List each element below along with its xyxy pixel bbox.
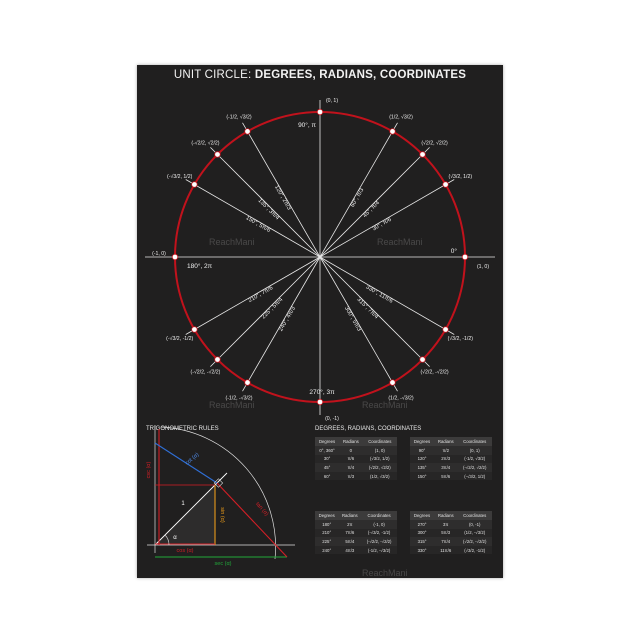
circle-point [317,109,323,115]
watermark: ReachMani [362,400,408,410]
angle-label: 300°, 5π/3 [342,305,362,333]
table-row [410,472,492,481]
table-header-row [410,511,492,520]
table-cell: (√2/2, √2/2) [363,463,397,472]
table-cell: 5π/3 [434,529,457,538]
table-cell: (1/2, -√3/2) [457,529,492,538]
unit-circle-diagram [137,65,503,422]
table-cell: 7π/4 [434,537,457,546]
table-row [315,446,397,455]
angle-label: 60°, π/3 [349,187,366,209]
table-header: Degrees [410,437,434,446]
coordinate-label: (0, 1) [325,98,339,104]
coordinate-label: (√2/2, -√2/2) [420,369,449,376]
table-cell: 7π/6 [338,529,361,538]
table-cell: (0, 1) [457,446,492,455]
table-row [410,520,492,529]
table-cell: (√3/2, 1/2) [363,455,397,464]
table-header: Coordinates [457,511,492,520]
title-regular: UNIT CIRCLE: [173,69,255,81]
table-cell: 2π [338,520,361,529]
angle-label: 210°, 7π/6 [247,285,275,305]
angle-label: 180°, 2π [187,263,213,270]
angle-label: 30°, π/6 [371,216,393,233]
table-header-row [315,511,397,520]
table-cell: 135° [410,463,434,472]
watermark: ReachMani [209,237,255,247]
table-cell: π/4 [339,463,362,472]
angle-label: 45°, π/4 [362,200,382,220]
circle-point [245,129,251,135]
table-cell: 150° [410,472,434,481]
table-cell: (0, -1) [457,520,492,529]
coordinate-label: (-1/2, √3/2) [226,114,252,121]
table-row [315,463,397,472]
table-cell: 210° [315,529,338,538]
table-cell: (-√2/2, -√2/2) [361,537,397,546]
table-header-row [410,437,492,446]
table-cell: 5π/4 [338,537,361,546]
table-header: Radians [339,437,362,446]
table-cell: 240° [315,546,338,555]
watermark: ReachMani [377,237,423,247]
angle-label: 120°, 2π/3 [272,184,292,212]
angle-label: 135°, 3π/4 [256,197,281,222]
circle-point [317,399,323,405]
table-cell: (√3/2, -1/2) [457,546,492,555]
table-row [410,546,492,555]
poster [137,65,503,578]
table-cell: 180° [315,520,338,529]
angle-label: 90°, π [298,122,316,129]
angle-label: 150°, 5π/6 [244,215,272,235]
degrees-table [315,511,397,554]
coordinate-label: (-√3/2, 1/2) [167,174,193,180]
table-cell: 90° [410,446,434,455]
tan-label: tan (α) [254,501,270,518]
table-header-row [315,437,397,446]
trig-rules-title: TRIGONOMETRIC RULES [146,426,219,432]
cot-label: cot (α) [184,451,201,467]
circle-point [443,327,449,333]
table-header: Coordinates [363,437,397,446]
circle-point [420,152,426,158]
table-header: Degrees [315,511,338,520]
coordinate-label: (-√3/2, -1/2) [166,336,194,342]
sec-label: sec (α) [214,561,232,567]
circle-point [192,327,198,333]
table-cell: 0 [339,446,362,455]
coordinate-label: (√3/2, -1/2) [447,336,473,342]
table-cell: 300° [410,529,434,538]
degrees-table [410,437,492,480]
table-row [315,546,397,555]
table-header: Radians [434,437,457,446]
table-cell: 2π/3 [434,455,457,464]
table-cell: 11π/6 [434,546,457,555]
coordinate-label: (1/2, √3/2) [389,114,413,121]
coordinate-label: (1, 0) [476,264,490,270]
table-row [410,455,492,464]
table-header: Degrees [410,511,434,520]
circle-point [215,357,221,363]
table-cell: 3π [434,520,457,529]
watermark: ReachMani [209,400,255,410]
circle-point [462,254,468,260]
table-header: Coordinates [361,511,397,520]
csc-label: csc (α) [146,461,152,479]
table-cell: 315° [410,537,434,546]
table-row [315,520,397,529]
circle-point [215,152,221,158]
table-header: Radians [338,511,361,520]
circle-point [245,380,251,386]
table-cell: 3π/4 [434,463,457,472]
trig-rules-diagram [137,420,307,580]
table-cell: 225° [315,537,338,546]
coordinate-label: (1/2, -√3/2) [388,395,414,402]
degrees-table [315,437,397,480]
coordinate-label: (√3/2, 1/2) [448,174,473,180]
table-cell: (-√3/2, 1/2) [457,472,492,481]
table-row [315,455,397,464]
table-cell: 60° [315,472,339,481]
table-header: Coordinates [457,437,492,446]
table-row [315,537,397,546]
table-cell: 5π/6 [434,472,457,481]
table-cell: (-√3/2, -1/2) [361,529,397,538]
table-cell: 0°, 360° [315,446,339,455]
coordinate-label: (-1, 0) [152,251,166,257]
circle-point [192,182,198,188]
table-cell: (-1, 0) [361,520,397,529]
table-row [410,529,492,538]
table-cell: π/3 [339,472,362,481]
table-cell: (√2/2, -√2/2) [457,537,492,546]
table-row [410,463,492,472]
table-header: Radians [434,511,457,520]
cos-label: cos (α) [176,548,194,554]
title-bold: DEGREES, RADIANS, COORDINATES [254,69,467,81]
watermark: ReachMani [362,568,408,578]
coordinate-label: (-√2/2, -√2/2) [190,369,221,376]
degrees-table [410,511,492,554]
one-label: 1 [181,501,185,507]
coordinate-label: (-√2/2, √2/2) [191,140,220,147]
angle-label: 330°, 11π/6 [364,284,394,305]
table-cell: π/6 [339,455,362,464]
table-cell: (1, 0) [363,446,397,455]
angle-label: 0° [450,248,457,255]
circle-point [172,254,178,260]
angle-label: 315°, 7π/4 [355,296,380,321]
alpha-label: α [173,535,177,541]
table-row [315,472,397,481]
angle-label: 270°, 3π [309,389,335,396]
coordinate-label: (0, -1) [325,416,339,422]
coordinate-label: (-1/2, -√3/2) [225,395,253,402]
circle-point [390,380,396,386]
table-cell: 330° [410,546,434,555]
table-cell: π/2 [434,446,457,455]
table-cell: 45° [315,463,339,472]
circle-point [420,357,426,363]
circle-point [443,182,449,188]
table-cell: 30° [315,455,339,464]
table-cell: (-1/2, √3/2) [457,455,492,464]
table-row [315,529,397,538]
table-cell: 4π/3 [338,546,361,555]
table-cell: (-1/2, -√3/2) [361,546,397,555]
coordinate-label: (√2/2, √2/2) [421,140,448,147]
table-row [410,537,492,546]
table-cell: (-√2/2, √2/2) [457,463,492,472]
table-cell: 270° [410,520,434,529]
angle-label: 240°, 4π/3 [278,305,298,333]
table-row [410,446,492,455]
table-title: DEGREES, RADIANS, COORDINATES [315,426,422,432]
tan-line [217,483,287,557]
circle-point [390,129,396,135]
sin-label: sin (α) [219,507,225,523]
table-cell: (1/2, √3/2) [363,472,397,481]
angle-label: 225°, 5π/4 [260,296,285,321]
table-cell: 120° [410,455,434,464]
table-header: Degrees [315,437,339,446]
